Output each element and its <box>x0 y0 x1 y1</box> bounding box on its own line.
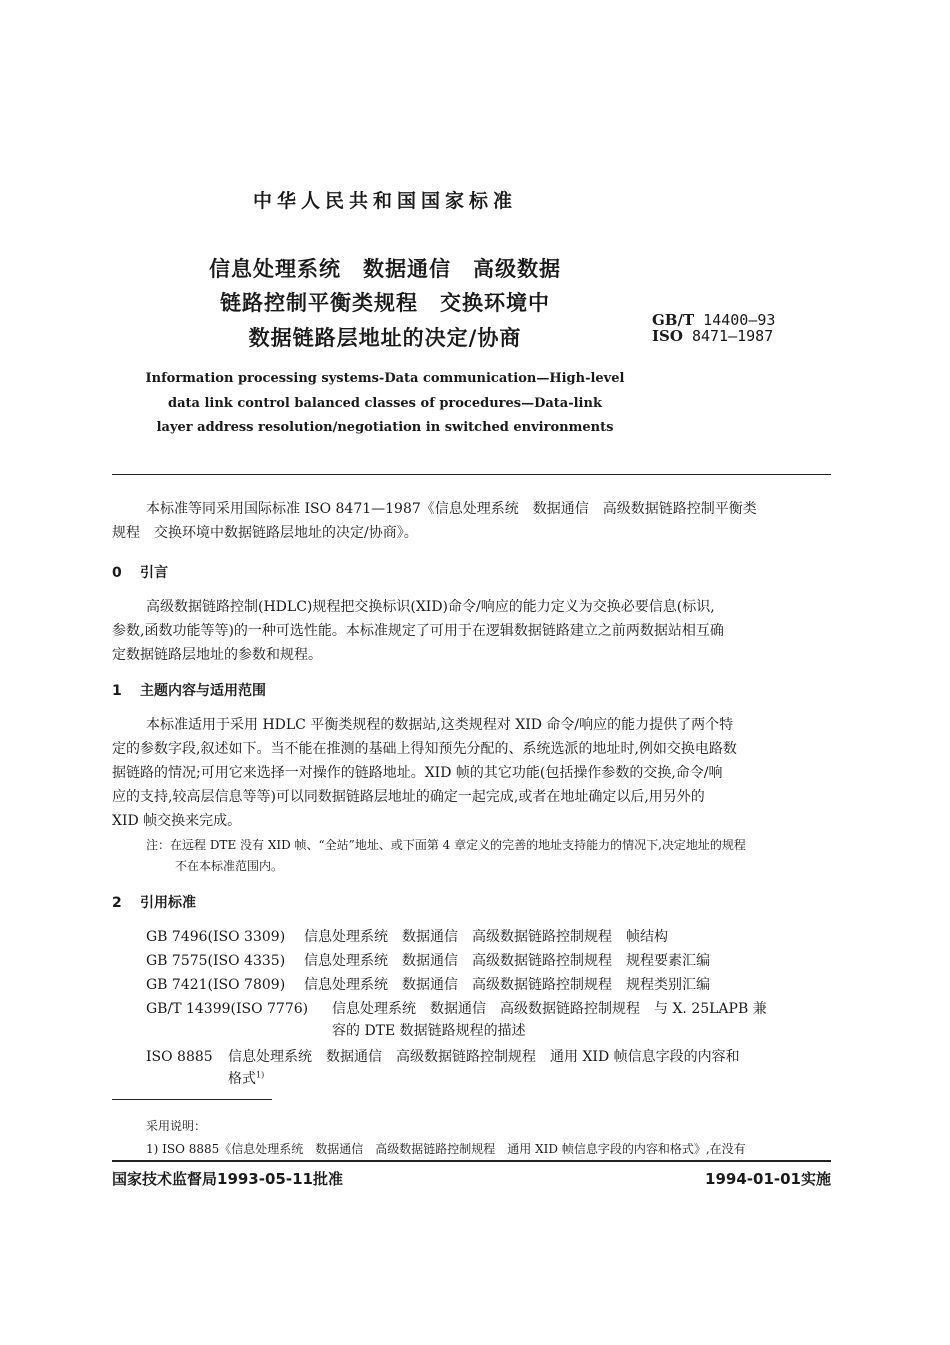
section-1-note-line-1: 注：在远程 DTE 没有 XID 帧、“全站”地址、或下面第 4 章定义的完善的地址支持能力的情况下,决定地址的规程 <box>146 838 746 852</box>
section-2-number: 2 <box>112 895 122 911</box>
section-0-line-2: 参数,函数功能等等)的一种可选性能。本标准规定了可用于在逻辑数据链路建立之前两数据站相互确 <box>112 623 724 639</box>
section-1-line-2: 定的参数字段,叙述如下。当不能在推测的基础上得知预先分配的、系统选派的地址时,例如交换电路数 <box>112 741 737 757</box>
section-1-note-line-2: 不在本标准范围内。 <box>175 859 284 873</box>
footnote-heading: 采用说明： <box>146 1119 207 1133</box>
section-0-title: 引言 <box>140 565 168 581</box>
reference-text: 信息处理系统 数据通信 高级数据链路控制规程 通用 XID 帧信息字段的内容和 <box>228 1049 740 1065</box>
reference-item <box>146 998 767 1018</box>
intro-line-1: 本标准等同采用国际标准 ISO 8471—1987《信息处理系统 数据通信 高级数据链路控制平衡类 <box>146 501 757 517</box>
header-divider <box>112 474 831 475</box>
footnote-marker: 1) <box>256 1070 265 1080</box>
reference-continuation-text: 格式 <box>228 1071 256 1087</box>
gb-code-prefix: GB/T <box>652 311 695 329</box>
footnote-divider <box>112 1099 272 1100</box>
section-1-heading <box>112 680 266 700</box>
footer-divider <box>112 1160 831 1162</box>
english-title-line-1: Information processing systems-Data communication—High-level <box>145 371 625 386</box>
reference-code: GB 7421(ISO 7809) <box>146 977 286 993</box>
reference-text: 信息处理系统 数据通信 高级数据链路控制规程 帧结构 <box>304 929 668 945</box>
reference-code: GB/T 14399(ISO 7776) <box>146 1001 309 1017</box>
reference-item <box>146 950 710 970</box>
gb-code-number: 14400—93 <box>703 311 776 329</box>
section-1-number: 1 <box>112 683 122 699</box>
section-1-line-5: XID 帧交换来完成。 <box>112 813 242 829</box>
approval-date: 国家技术监督局1993-05-11批准 <box>112 1170 343 1188</box>
iso-code <box>652 327 773 345</box>
english-title-line-2: data link control balanced classes of procedures—Data-link <box>168 396 602 411</box>
reference-continuation <box>228 1068 264 1088</box>
section-0-heading <box>112 562 168 582</box>
title-line-1: 信息处理系统 数据通信 高级数据 <box>209 257 561 281</box>
reference-item <box>146 974 710 994</box>
section-2-heading <box>112 892 196 912</box>
section-2-title: 引用标准 <box>140 895 196 911</box>
reference-text: 信息处理系统 数据通信 高级数据链路控制规程 与 X. 25LAPB 兼 <box>332 1001 767 1017</box>
reference-code: GB 7496(ISO 3309) <box>146 929 286 945</box>
english-title-line-3: layer address resolution/negotiation in switched environments <box>156 420 614 435</box>
reference-text: 信息处理系统 数据通信 高级数据链路控制规程 规程要素汇编 <box>304 953 710 969</box>
reference-code: GB 7575(ISO 4335) <box>146 953 286 969</box>
title-line-2: 链路控制平衡类规程 交换环境中 <box>220 291 550 315</box>
section-1-line-1: 本标准适用于采用 HDLC 平衡类规程的数据站,这类规程对 XID 命令/响应的能力提供了两个特 <box>146 717 734 733</box>
section-1-line-3: 据链路的情况;可用它来选择一对操作的链路地址。XID 帧的其它功能(包括操作参数的交换,命令/响 <box>112 765 723 781</box>
section-1-line-4: 应的支持,较高层信息等等)可以同数据链路层地址的确定一起完成,或者在地址确定以后,用另外的 <box>112 789 705 805</box>
reference-item <box>146 1046 740 1066</box>
footnote-text: 1) ISO 8885《信息处理系统 数据通信 高级数据链路控制规程 通用 XID 帧信息字段的内容和格式》,在没有 <box>146 1142 746 1156</box>
reference-item <box>146 926 668 946</box>
reference-code: ISO 8885 <box>146 1049 213 1065</box>
reference-continuation: 容的 DTE 数据链路规程的描述 <box>332 1023 526 1039</box>
iso-code-prefix: ISO <box>652 327 683 345</box>
title-line-3: 数据链路层地址的决定/协商 <box>248 326 522 350</box>
standard-heading: 中华人民共和国国家标准 <box>252 190 517 212</box>
section-0-line-1: 高级数据链路控制(HDLC)规程把交换标识(XID)命令/响应的能力定义为交换必要信息(标识, <box>146 599 715 615</box>
reference-text: 信息处理系统 数据通信 高级数据链路控制规程 规程类别汇编 <box>304 977 710 993</box>
intro-line-2: 规程 交换环境中数据链路层地址的决定/协商》。 <box>112 525 418 541</box>
effective-date: 1994-01-01实施 <box>705 1170 831 1188</box>
section-0-number: 0 <box>112 565 122 581</box>
iso-code-number: 8471—1987 <box>691 327 774 345</box>
section-0-line-3: 定数据链路层地址的参数和规程。 <box>112 647 322 663</box>
section-1-title: 主题内容与适用范围 <box>140 683 266 699</box>
